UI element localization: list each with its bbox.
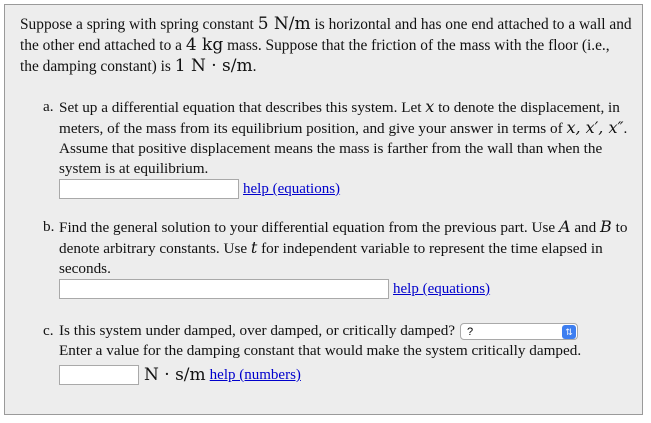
part-b-answer-row [59, 279, 490, 299]
part-b-text-2: and [570, 219, 601, 236]
part-a-answer-input[interactable] [59, 179, 239, 199]
mass-math: 4 kg [185, 35, 224, 55]
intro-text-2: is horizontal and has one end attached to a wall and the other end attached to a [20, 16, 632, 54]
part-c-help-link[interactable]: help (numbers) [209, 367, 301, 383]
part-a [43, 97, 633, 197]
intro-text-1: Suppose a spring with spring constant [20, 16, 258, 33]
part-a-text-1: Set up a differential equation that describes this system. Let [59, 99, 426, 116]
problem-panel [4, 4, 643, 415]
part-a-text-3: . Assume that positive displacement means the mass is farther from the wall than when the system is at equilibrium. [59, 120, 628, 177]
part-a-answer-row [59, 179, 340, 199]
part-a-text [59, 97, 633, 179]
intro-text-3: mass. Suppose that the friction of the mass with the floor (i.e., the damping constant) is [20, 37, 610, 75]
damping-unit: N · s/m [144, 365, 206, 385]
damping-type-select-value: ? [467, 325, 474, 338]
part-c-text [59, 321, 633, 361]
part-c-question: Is this system under damped, over damped, or critically damped? [59, 322, 456, 339]
part-a-text-2: to denote the displacement, in meters, of the mass from its equilibrium position, and give your answer in terms of [59, 99, 620, 137]
spring-constant-math: 5 N/m [257, 14, 311, 34]
part-c-answer-input[interactable] [59, 365, 139, 385]
damping-type-select[interactable] [460, 323, 578, 340]
part-b [43, 217, 633, 297]
damping-math: 1 N · s/m [174, 56, 253, 76]
part-b-text-1: Find the general solution to your differential equation from the previous part. Use [59, 219, 559, 236]
part-b-help-link[interactable]: help (equations) [393, 281, 491, 297]
var-A: A [558, 217, 571, 236]
part-b-text-4: for independent variable to represent the time elapsed in seconds. [59, 240, 603, 277]
part-b-label: b. [43, 218, 55, 235]
part-c-answer-row [59, 365, 301, 385]
part-c [43, 321, 633, 385]
part-b-text-3: to denote arbitrary constants. Use [59, 219, 628, 257]
var-B: B [600, 217, 612, 236]
var-t: t [250, 238, 258, 257]
updown-arrows-icon: ⇅ [562, 325, 576, 339]
part-c-text-2: Enter a value for the damping constant that would make the system critically damped. [59, 342, 582, 359]
part-a-help-link[interactable]: help (equations) [243, 181, 341, 197]
intro-text-4: . [252, 58, 257, 75]
part-c-label: c. [43, 322, 54, 339]
problem-statement [20, 14, 632, 77]
var-x: x [425, 97, 435, 116]
vars-x-derivatives: x, x′, x″ [566, 118, 624, 137]
part-b-text [59, 217, 633, 279]
part-a-label: a. [43, 98, 54, 115]
part-b-answer-input[interactable] [59, 279, 389, 299]
